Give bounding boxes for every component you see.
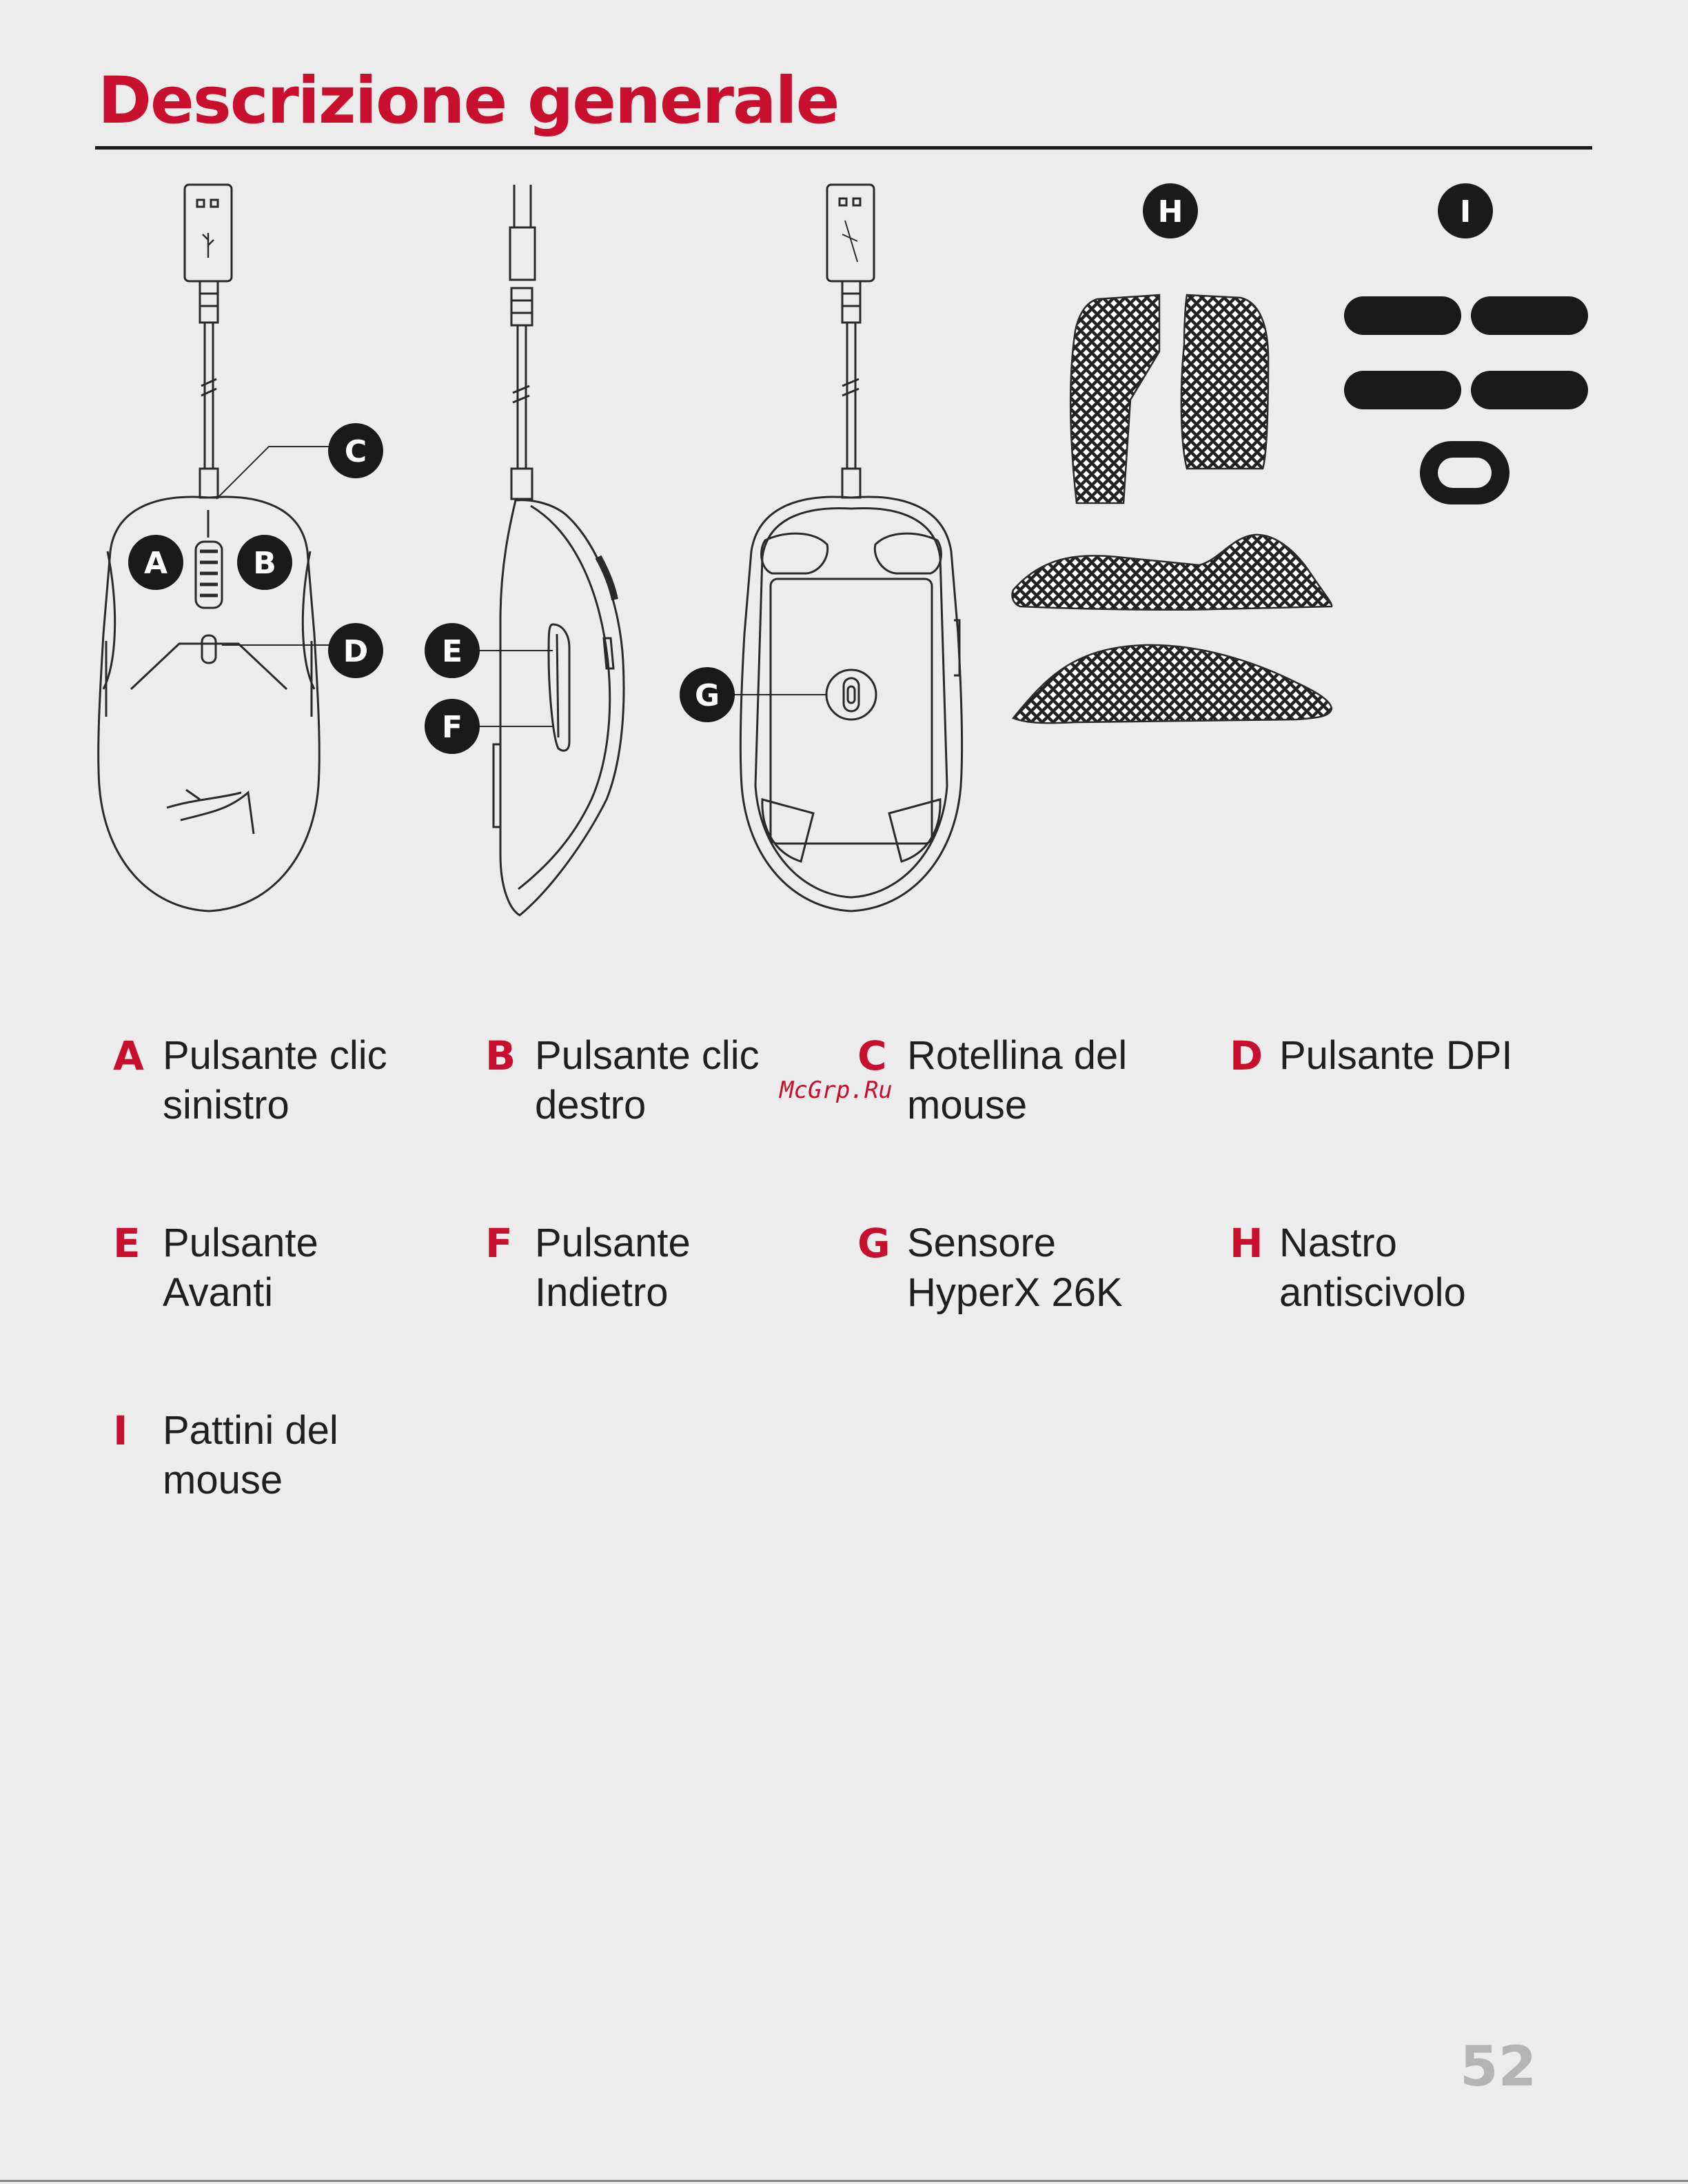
legend-label: Indietro bbox=[535, 1270, 669, 1315]
mouse-side-view bbox=[476, 185, 624, 915]
legend-label: Pulsante bbox=[535, 1221, 691, 1265]
callout-b: B bbox=[253, 546, 276, 581]
legend-item-e bbox=[113, 1218, 318, 1318]
legend-letter: B bbox=[485, 1032, 516, 1079]
legend-item-a bbox=[113, 1031, 387, 1130]
legend-label: Pulsante clic bbox=[535, 1033, 760, 1078]
legend-label: Pulsante bbox=[163, 1221, 318, 1265]
callout-c: C bbox=[344, 434, 367, 469]
legend-label: HyperX 26K bbox=[907, 1270, 1123, 1315]
legend-letter: H bbox=[1230, 1220, 1263, 1267]
legend-label: Sensore bbox=[907, 1221, 1057, 1265]
legend-item-i bbox=[113, 1406, 338, 1505]
legend-label: mouse bbox=[163, 1458, 283, 1502]
legend-label: Pattini del bbox=[163, 1408, 338, 1453]
mouse-bottom-view bbox=[728, 185, 962, 911]
legend-letter: F bbox=[485, 1220, 513, 1267]
mouse-diagram bbox=[0, 0, 1688, 965]
page-number: 52 bbox=[1460, 2034, 1537, 2099]
legend-label: Pulsante clic bbox=[163, 1033, 387, 1078]
legend-letter: I bbox=[113, 1407, 128, 1454]
callout-a: A bbox=[143, 546, 168, 581]
legend-item-d bbox=[1230, 1031, 1513, 1081]
footer-line bbox=[0, 2180, 1688, 2182]
legend-item-h bbox=[1230, 1218, 1466, 1318]
legend-label: Rotellina del bbox=[907, 1033, 1128, 1078]
legend-letter: A bbox=[113, 1032, 144, 1079]
legend-label: Pulsante DPI bbox=[1279, 1033, 1513, 1078]
legend-letter: G bbox=[857, 1220, 891, 1267]
callout-g: G bbox=[694, 678, 720, 713]
callout-markers bbox=[128, 183, 1493, 754]
watermark: McGrp.Ru bbox=[780, 1076, 893, 1104]
grip-tape-pieces bbox=[1012, 295, 1332, 723]
page-title: Descrizione generale bbox=[98, 63, 839, 139]
legend-letter: E bbox=[113, 1220, 141, 1267]
legend-item-c bbox=[857, 1031, 1127, 1130]
legend-label: mouse bbox=[907, 1083, 1028, 1127]
callout-e: E bbox=[441, 634, 463, 669]
legend-letter: C bbox=[857, 1032, 887, 1079]
callout-h: H bbox=[1157, 194, 1183, 229]
legend-item-b bbox=[485, 1031, 760, 1130]
legend-letter: D bbox=[1230, 1032, 1263, 1079]
legend-label: sinistro bbox=[163, 1083, 289, 1127]
legend-label: antiscivolo bbox=[1279, 1270, 1466, 1315]
legend-item-f bbox=[485, 1218, 691, 1318]
callout-d: D bbox=[343, 634, 369, 669]
skate-ring-hole bbox=[1438, 458, 1492, 488]
callout-f: F bbox=[441, 710, 463, 745]
legend-label: destro bbox=[535, 1083, 647, 1127]
legend-label: Nastro bbox=[1279, 1221, 1397, 1265]
callout-i: I bbox=[1459, 194, 1472, 229]
legend-label: Avanti bbox=[163, 1270, 274, 1315]
legend-item-g bbox=[857, 1218, 1123, 1318]
